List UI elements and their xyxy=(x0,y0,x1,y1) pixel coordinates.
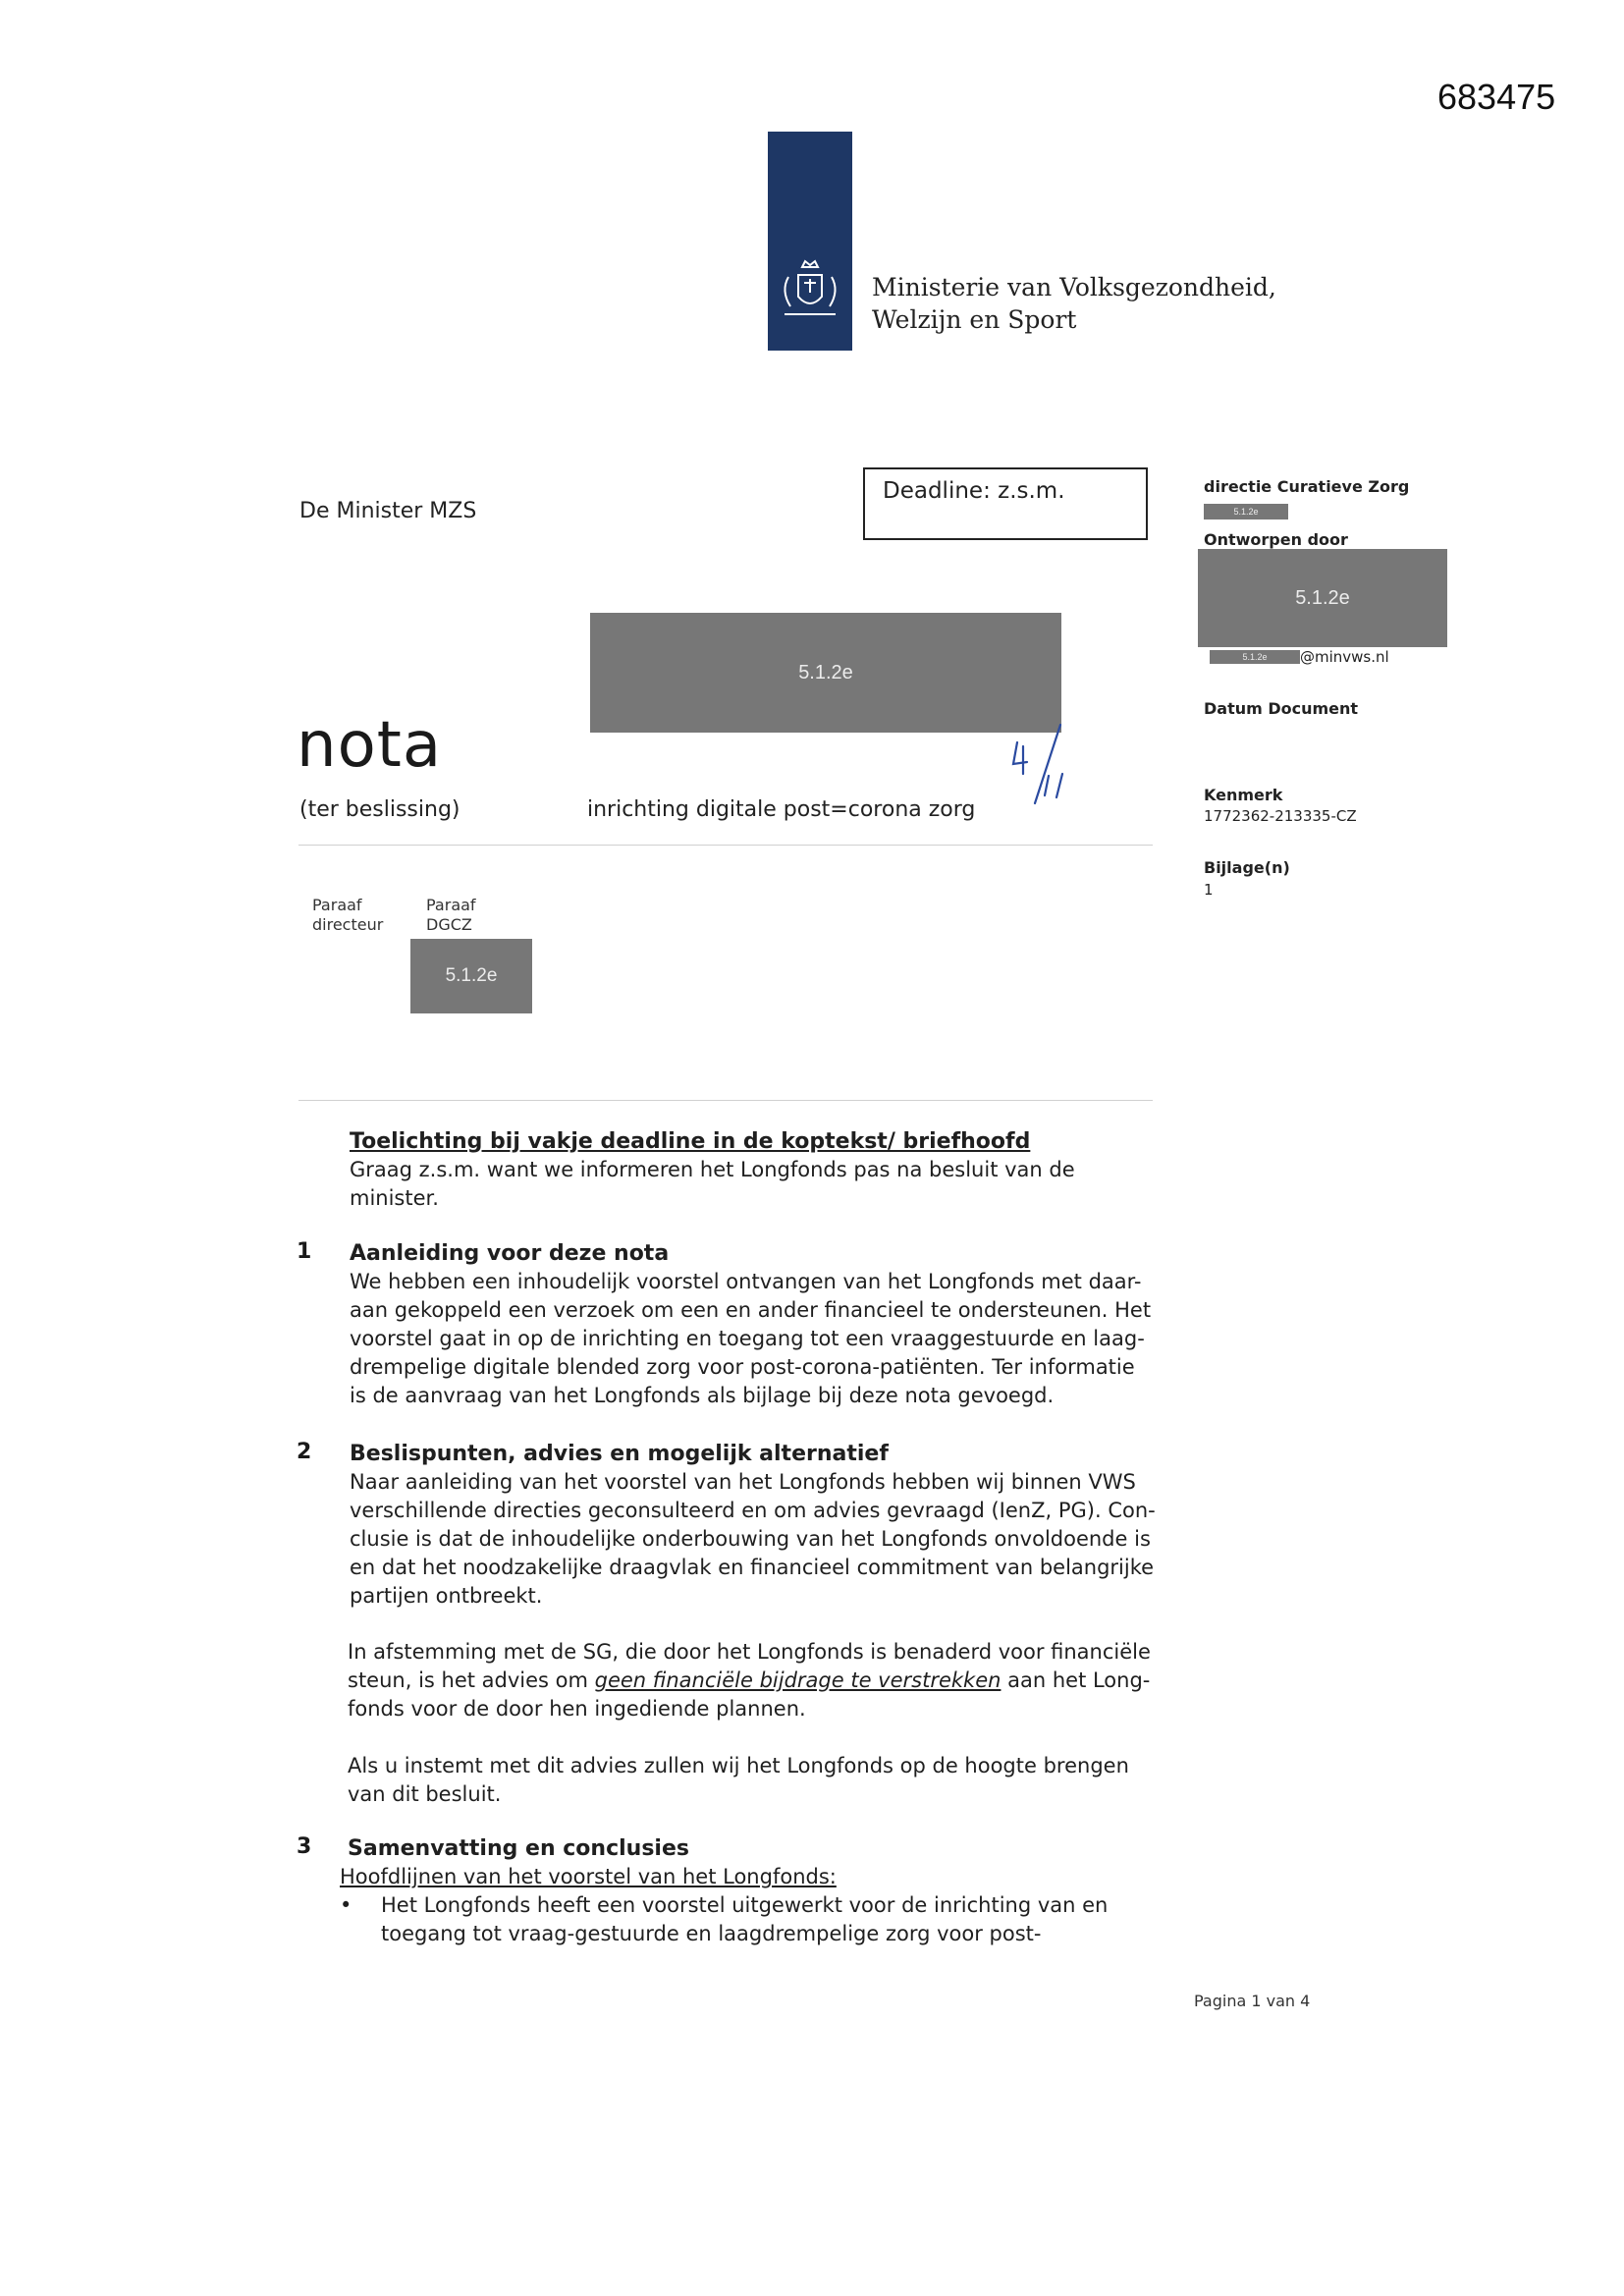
section-number: 2 xyxy=(297,1440,312,1464)
kenmerk-label: Kenmerk xyxy=(1204,786,1283,804)
paragraph-line: partijen ontbreekt. xyxy=(350,1584,543,1608)
addressee: De Minister MZS xyxy=(299,499,477,523)
paragraph-line: Als u instemt met dit advies zullen wij het Longfonds op de hoogte brengen xyxy=(348,1754,1129,1777)
paragraph-line: In afstemming met de SG, die door het Longfonds is benaderd voor financiële xyxy=(348,1640,1151,1664)
redaction-block: 5.1.2e xyxy=(590,613,1061,733)
section-subheading: Hoofdlijnen van het voorstel van het Longfonds: xyxy=(340,1865,837,1888)
subject-line: inrichting digitale post=corona zorg xyxy=(587,797,976,822)
section-samenvatting xyxy=(348,1834,689,1863)
section-beslispunten xyxy=(350,1440,1156,1611)
redaction-block: 5.1.2e xyxy=(1198,549,1447,647)
paragraph-line: voorstel gaat in op de inrichting en toegang tot een vraaggestuurde en laag- xyxy=(350,1327,1145,1350)
bullet-item xyxy=(381,1891,1108,1948)
email-address: @minvws.nl xyxy=(1300,648,1389,666)
kenmerk-value: 1772362-213335-CZ xyxy=(1204,807,1357,825)
paragraph-line: verschillende directies geconsulteerd en om advies gevraagd (IenZ, PG). Con- xyxy=(350,1499,1156,1522)
redaction-block: 5.1.2e xyxy=(1210,650,1300,664)
bijlage-value: 1 xyxy=(1204,881,1214,899)
document-type-subtitle: (ter beslissing) xyxy=(299,797,460,822)
section-aanleiding xyxy=(350,1239,1151,1410)
toelichting-section xyxy=(350,1127,1075,1213)
paragraph-line: fonds voor de door hen ingediende plannen. xyxy=(348,1697,806,1721)
toelichting-heading: Toelichting bij vakje deadline in de koptekst/ briefhoofd xyxy=(350,1129,1031,1154)
paragraph-line: Naar aanleiding van het voorstel van het Longfonds hebben wij binnen VWS xyxy=(350,1470,1136,1494)
deadline-box: Deadline: z.s.m. xyxy=(863,467,1148,540)
paraaf-dgcz: Paraaf DGCZ xyxy=(426,896,476,934)
paragraph-line: clusie is dat de inhoudelijke onderbouwing van het Longfonds onvoldoende is xyxy=(350,1527,1151,1551)
section-heading: Aanleiding voor deze nota xyxy=(350,1241,670,1266)
paraaf-directeur: Paraaf directeur xyxy=(312,896,384,934)
advice-emphasis: geen financiële bijdrage te verstrekken xyxy=(594,1668,1001,1692)
paragraph-line: toegang tot vraag-gestuurde en laagdrempelige zorg voor post- xyxy=(381,1922,1042,1945)
section-number: 3 xyxy=(297,1834,312,1859)
paragraph-line: steun, is het advies om geen financiële bijdrage te verstrekken aan het Long- xyxy=(348,1668,1151,1692)
paragraph-line: aan gekoppeld een verzoek om een en ander financieel te ondersteunen. Het xyxy=(350,1298,1152,1322)
section-number: 1 xyxy=(297,1239,312,1264)
paragraph-line: Het Longfonds heeft een voorstel uitgewerkt voor de inrichting van en xyxy=(381,1893,1109,1917)
document-number: 683475 xyxy=(1437,77,1556,117)
paragraph-line: van dit besluit. xyxy=(348,1782,502,1806)
document-type-title: nota xyxy=(297,709,443,782)
divider xyxy=(298,1100,1153,1101)
redaction-block: 5.1.2e xyxy=(1204,504,1288,519)
bijlage-label: Bijlage(n) xyxy=(1204,858,1290,877)
directie-label: directie Curatieve Zorg xyxy=(1204,477,1410,496)
ministry-name: Ministerie van Volksgezondheid, Welzijn en Sport xyxy=(872,273,1276,334)
bullet-icon: • xyxy=(340,1893,352,1917)
paragraph-line: We hebben een inhoudelijk voorstel ontvangen van het Longfonds met daar- xyxy=(350,1270,1142,1293)
advies-paragraph xyxy=(348,1638,1151,1723)
datum-label: Datum Document xyxy=(1204,699,1359,718)
paragraph-line: en dat het noodzakelijke draagvlak en financieel commitment van belangrijke xyxy=(350,1556,1155,1579)
crest-icon xyxy=(769,257,851,324)
toelichting-line: minister. xyxy=(350,1186,439,1210)
paragraph-line: drempelige digitale blended zorg voor post-corona-patiënten. Ter informatie xyxy=(350,1355,1135,1379)
paragraph-line: is de aanvraag van het Longfonds als bijlage bij deze nota gevoegd. xyxy=(350,1384,1055,1407)
toelichting-line: Graag z.s.m. want we informeren het Longfonds pas na besluit van de xyxy=(350,1158,1075,1181)
section-heading: Beslispunten, advies en mogelijk alternatief xyxy=(350,1442,889,1466)
instemming-paragraph xyxy=(348,1752,1129,1809)
redaction-block: 5.1.2e xyxy=(410,939,532,1013)
handwritten-date-mark xyxy=(1009,717,1074,811)
page-number: Pagina 1 van 4 xyxy=(1194,1992,1311,2010)
ontworpen-door-label: Ontworpen door xyxy=(1204,530,1348,549)
divider xyxy=(298,845,1153,846)
section-heading: Samenvatting en conclusies xyxy=(348,1836,689,1861)
